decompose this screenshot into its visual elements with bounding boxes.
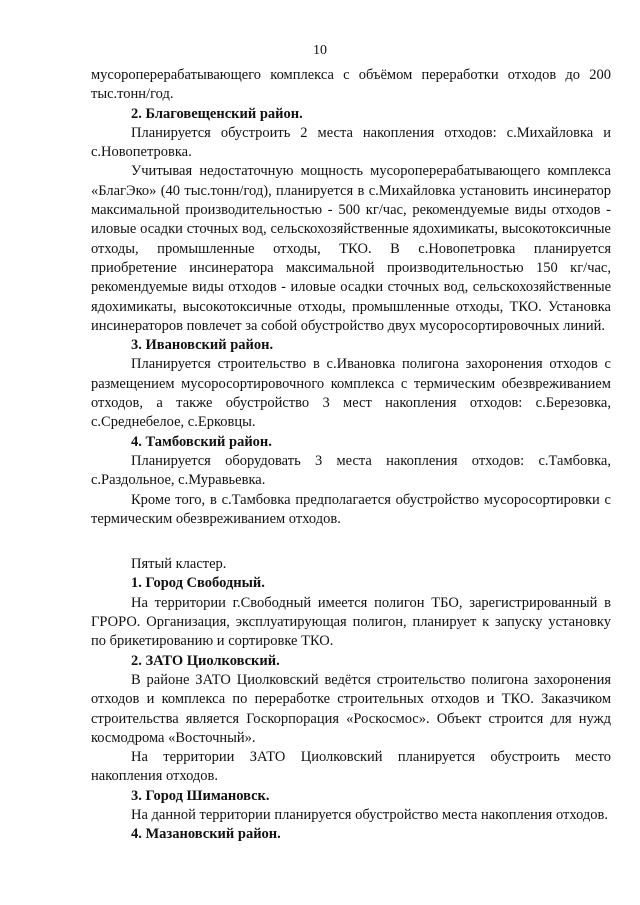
paragraph: Планируется обустроить 2 места накопления отходов: с.Михайловка и с.Новопетровка. [91, 124, 611, 161]
paragraph: мусороперерабатывающего комплекса с объёмом переработки отходов до 200 тыс.тонн/год. [91, 67, 611, 103]
paragraph: Планируется строительство в с.Ивановка полигона захоронения отходов с размещением мусоросортировочного комплекса с термическим обезвреживанием отходов, а также обустройство 3 мест накопления отходов: с.Березовка, с.Среднебелое, с.Ерковцы. [91, 356, 611, 431]
section-heading: 2. ЗАТО Циолковский. [131, 652, 280, 669]
paragraph: Учитывая недостаточную мощность мусороперерабатывающего комплекса «БлагЭко» (40 тыс.тонн/год), планируется в с.Михайловка установить инсинератор максимальной производительностью - 500 кг/час, рекомендуемые виды отходов - иловые осадки сточных вод, сельскохозяйственные ядохимикаты, высокотоксичные отходы, промышленные отходы, ТКО. В с.Новопетровка планируется приобретение инсинератора максимальной производительностью 150 кг/час, рекомендуемые виды отходов - иловые осадки сточных вод, сельскохозяйственные ядохимикаты, высокотоксичные отходы, промышленные отходы, ТКО. Установка инсинераторов повлечет за собой обустройство двух мусоросортировочных линий. [91, 163, 611, 334]
paragraph: Кроме того, в с.Тамбовка предполагается обустройство мусоросортировки с термическим обезвреживанием отходов. [91, 491, 611, 527]
page-number: 10 [313, 43, 327, 58]
paragraph: Пятый кластер. [131, 556, 227, 573]
section-spacer [91, 529, 611, 555]
section-heading: 3. Город Шимановск. [131, 787, 270, 804]
section-heading: 4. Мазановский район. [131, 826, 281, 843]
section-heading: 2. Благовещенский район. [131, 105, 303, 122]
section-heading: 3. Ивановский район. [131, 337, 274, 354]
paragraph: На территории ЗАТО Циолковский планируется обустроить место накопления отходов. [91, 749, 611, 785]
section-heading: 1. Город Свободный. [131, 575, 265, 592]
paragraph: На территории г.Свободный имеется полигон ТБО, зарегистрированный в ГРОРО. Организация, эксплуатирующая полигон, планирует к запуску установку по брикетированию и сортировке ТКО. [91, 594, 611, 650]
paragraph: На данной территории планируется обустройство места накопления отходов. [131, 806, 609, 823]
paragraph: В районе ЗАТО Циолковский ведётся строительство полигона захоронения отходов и комплекса по переработке строительных отходов и ТКО. Заказчиком строительства является Госкорпорация «Роскосмос». Объект строится для нужд космодрома «Восточный». [91, 671, 611, 746]
section-heading: 4. Тамбовский район. [131, 433, 272, 450]
document-body [91, 66, 611, 845]
paragraph: Планируется оборудовать 3 места накопления отходов: с.Тамбовка, с.Раздольное, с.Муравьевка. [91, 452, 611, 489]
